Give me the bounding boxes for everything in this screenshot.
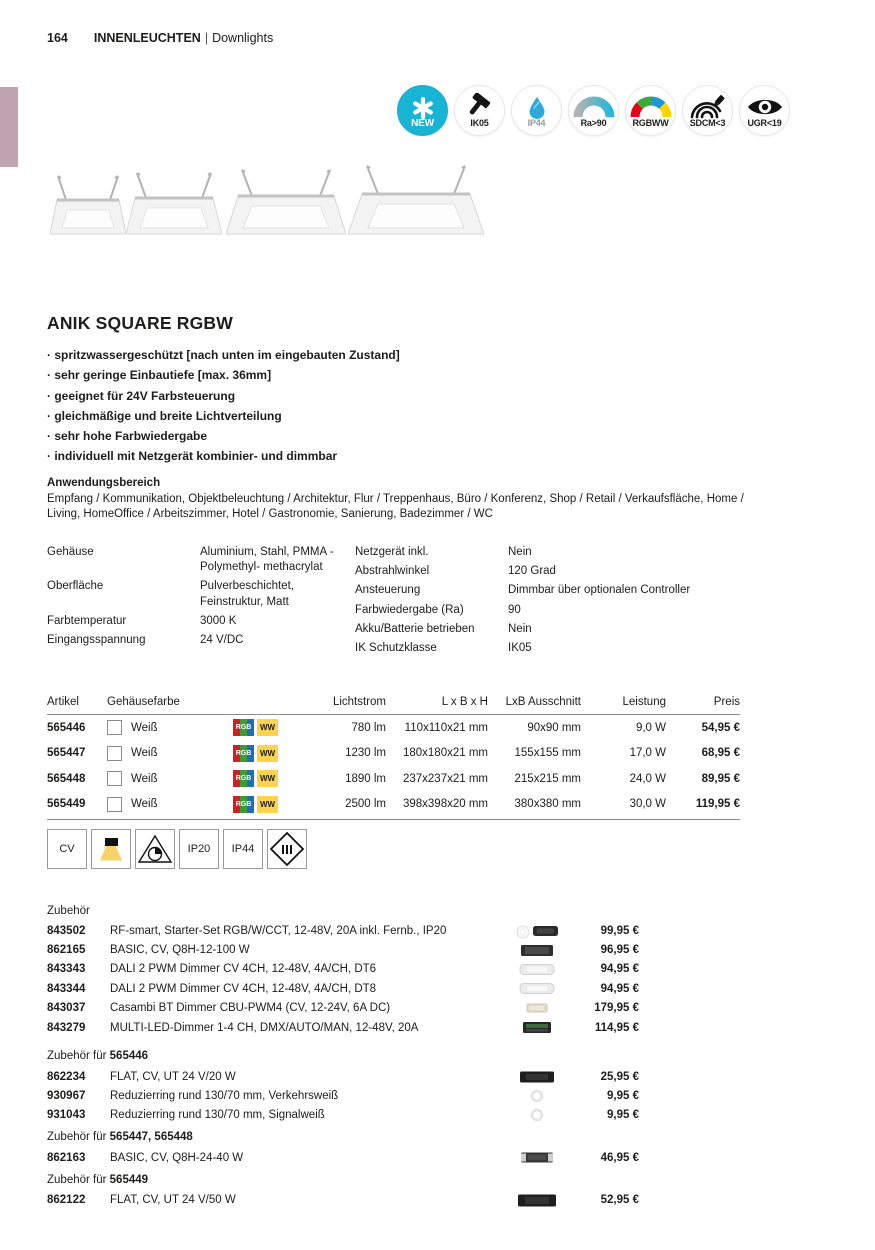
ww-badge: WW [257, 745, 278, 762]
spec-list-right [355, 545, 775, 660]
col-header-farbe: Gehäusefarbe [107, 696, 180, 708]
spec-value: Pulverbeschichtet, Feinstruktur, Matt [200, 580, 294, 608]
product-photo-size3 [226, 164, 346, 238]
accessory-number: 931043 [47, 1109, 86, 1122]
accessory-number: 843343 [47, 963, 86, 976]
spec-value: 3000 K [200, 614, 237, 627]
symbol-label: IP20 [187, 843, 211, 855]
badge-ra90 [568, 85, 619, 136]
product-title: ANIK SQUARE RGBW [47, 313, 233, 333]
accessory-price: 9,95 € [607, 1109, 639, 1122]
ausschnitt-value: 90x90 mm [527, 721, 581, 734]
accessories-section [47, 905, 639, 1037]
thumb-ring-white [507, 1108, 567, 1122]
accessory-row [47, 1106, 639, 1125]
accessory-desc: DALI 2 PWM Dimmer CV 4CH, 12-48V, 4A/CH, DT6 [110, 963, 377, 976]
accessory-number: 862122 [47, 1194, 86, 1207]
color-swatch-weiss [107, 746, 122, 761]
badge-label: IK05 [470, 118, 489, 128]
lichtstrom-value: 1890 lm [345, 772, 386, 785]
accessory-price: 46,95 € [600, 1151, 639, 1164]
accessory-row [47, 1067, 639, 1086]
accessory-row [47, 940, 639, 959]
accessory-price: 94,95 € [600, 982, 639, 995]
lbh-value: 237x237x21 mm [402, 772, 488, 785]
accessory-row [47, 960, 639, 979]
accessory-price: 52,95 € [600, 1194, 639, 1207]
preis-value: 119,95 € [695, 798, 740, 811]
hammer-icon [465, 93, 495, 119]
lbh-value: 398x398x20 mm [402, 798, 488, 811]
table-header-row [47, 696, 740, 715]
droplet-icon [526, 93, 548, 119]
table-row [47, 715, 740, 741]
protection-class-iii-icon [269, 831, 305, 867]
accessory-price: 25,95 € [600, 1070, 639, 1083]
accessory-number: 930967 [47, 1090, 86, 1103]
group-heading [47, 1174, 639, 1191]
feature-item: · individuell mit Netzgerät kombinier- und dimmbar [47, 446, 400, 466]
spec-label: Ansteuerung [355, 584, 421, 597]
accessory-desc: BASIC, CV, Q8H-12-100 W [110, 944, 250, 957]
accessory-desc: FLAT, CV, UT 24 V/20 W [110, 1070, 236, 1083]
artikel-number: 565449 [47, 798, 86, 811]
spec-value: Nein [508, 546, 532, 558]
thumb-ring-white [507, 1089, 567, 1103]
badge-label: NEW [411, 117, 434, 129]
col-header-lbh: L x B x H [441, 696, 488, 708]
spec-label: Netzgerät inkl. [355, 546, 429, 558]
accessory-desc: RF-smart, Starter-Set RGB/W/CCT, 12-48V, 20A inkl. Fernb., IP20 [110, 924, 447, 937]
spec-label: Abstrahlwinkel [355, 565, 430, 578]
group-heading-ref: 565446 [109, 1050, 149, 1062]
leistung-value: 9,0 W [635, 721, 666, 734]
application-text: Empfang / Kommunikation, Objektbeleuchtung / Architektur, Flur / Treppenhaus, Büro / Konferenz, Shop / Retail / Verkaufsfläche, Home / Living, HomeOffice / Arbeitszimmer, Hotel / Gastronomie, Sanierung, Badezimmer / WC [47, 493, 744, 521]
spec-label: Akku/Batterie betrieben [355, 622, 475, 635]
thumb-dimmer-light [507, 981, 567, 996]
spec-list-left [47, 545, 352, 652]
ww-badge: WW [257, 770, 278, 787]
preis-value: 54,95 € [701, 721, 740, 734]
col-header-ausschnitt: LxB Ausschnitt [505, 696, 581, 708]
rgb-badge: RGB [233, 719, 254, 736]
group-heading-prefix: Zubehör für [47, 1173, 110, 1186]
accessory-row [47, 921, 639, 940]
thumb-dimmer-light [507, 962, 567, 977]
thumb-driver-dark [507, 943, 567, 958]
col-header-preis: Preis [713, 696, 740, 708]
dimmer-icon [137, 833, 173, 865]
spec-value: IK05 [508, 642, 532, 655]
preis-value: 68,95 € [701, 747, 740, 760]
page-number: 164 [47, 31, 68, 45]
thumb-flat-driver-large [507, 1192, 567, 1209]
accessory-desc: Casambi BT Dimmer CBU-PWM4 (CV, 12-24V, 6A DC) [110, 1002, 391, 1015]
spec-value: 90 [508, 603, 521, 616]
product-photo-size4 [348, 160, 484, 238]
accessory-price: 9,95 € [607, 1090, 639, 1103]
accessory-number: 843037 [47, 1002, 86, 1015]
group-heading [47, 1050, 639, 1067]
artikel-number: 565446 [47, 721, 86, 734]
spec-label: Gehäuse [47, 546, 94, 558]
page-header [47, 31, 273, 45]
accessory-number: 843344 [47, 982, 86, 995]
table-row [47, 766, 740, 792]
symbol-dimmable [135, 829, 175, 869]
color-swatch-weiss [107, 720, 122, 735]
leistung-value: 17,0 W [629, 747, 666, 760]
accessory-price: 99,95 € [600, 924, 639, 937]
accessory-desc: FLAT, CV, UT 24 V/50 W [110, 1194, 236, 1207]
badge-ugr19 [739, 85, 790, 136]
color-name: Weiß [131, 798, 158, 811]
thumb-multiled-dark [507, 1020, 567, 1035]
thumb-remote-and-controller [507, 923, 567, 939]
thumb-flat-driver [507, 1069, 567, 1085]
header-divider: | [204, 31, 209, 45]
accessory-row [47, 979, 639, 998]
spec-label: IK Schutzklasse [355, 642, 437, 655]
feature-badges [397, 85, 790, 136]
accessory-price: 179,95 € [594, 1002, 639, 1015]
accessories-heading: Zubehör [47, 905, 90, 917]
group-heading [47, 1131, 639, 1148]
group-heading-ref: 565449 [109, 1173, 149, 1186]
accessory-desc: Reduzierring rund 130/70 mm, Verkehrsweiß [110, 1090, 339, 1103]
eye-icon [745, 93, 785, 119]
spec-value: Dimmbar über optionalen Controller [508, 584, 691, 597]
artikel-number: 565448 [47, 772, 86, 785]
accessory-desc: MULTI-LED-Dimmer 1-4 CH, DMX/AUTO/MAN, 12-48V, 20A [110, 1021, 419, 1034]
accessory-number: 862165 [47, 944, 86, 957]
accessory-desc: Reduzierring rund 130/70 mm, Signalweiß [110, 1109, 325, 1122]
spec-label: Farbtemperatur [47, 614, 127, 627]
product-photo-size2 [126, 168, 222, 238]
symbol-label: CV [59, 843, 75, 855]
badge-ik05 [454, 85, 505, 136]
feature-item: · sehr hohe Farbwiedergabe [47, 426, 400, 446]
spec-label: Oberfläche [47, 580, 104, 593]
group-heading-ref: 565447, 565448 [109, 1131, 193, 1144]
spec-value: Aluminium, Stahl, PMMA - Polymethyl- methacrylat [200, 546, 334, 574]
group-heading-prefix: Zubehör für [47, 1131, 110, 1144]
page-edge-tab [0, 87, 18, 167]
leistung-value: 24,0 W [629, 772, 666, 785]
col-header-artikel: Artikel [47, 696, 79, 708]
col-header-lichtstrom: Lichtstrom [332, 696, 386, 708]
lbh-value: 180x180x21 mm [402, 747, 488, 760]
section-title: INNENLEUCHTEN [93, 31, 201, 45]
spec-value: Nein [508, 622, 532, 635]
badge-label: SDCM<3 [689, 118, 726, 128]
accessory-row [47, 1018, 639, 1037]
gauge-rgbw-icon [630, 93, 672, 119]
downlight-beam-icon [100, 838, 122, 861]
symbol-row [47, 829, 307, 869]
color-swatch-weiss [107, 797, 122, 812]
symbol-downlight [91, 829, 131, 869]
accessory-group-565447-565448 [47, 1131, 639, 1167]
accessory-desc: BASIC, CV, Q8H-24-40 W [110, 1151, 244, 1164]
leistung-value: 30,0 W [629, 798, 666, 811]
ww-badge: WW [257, 796, 278, 813]
symbol-ip44 [223, 829, 263, 869]
application-section [47, 477, 777, 522]
spec-label: Farbwiedergabe (Ra) [355, 603, 464, 616]
feature-item: · sehr geringe Einbautiefe [max. 36mm] [47, 365, 400, 385]
rgb-badge: RGB [233, 745, 254, 762]
accessory-group-565446 [47, 1050, 639, 1125]
accessory-row [47, 999, 639, 1018]
rgb-badge: RGB [233, 796, 254, 813]
spec-label: Eingangsspannung [47, 634, 146, 647]
lichtstrom-value: 1230 lm [345, 747, 386, 760]
badge-label: Ra>90 [580, 118, 607, 128]
symbol-label: IP44 [231, 843, 255, 855]
table-bottom-rule [47, 819, 740, 820]
accessory-price: 114,95 € [594, 1021, 639, 1034]
lichtstrom-value: 2500 lm [345, 798, 386, 811]
accessory-price: 96,95 € [600, 944, 639, 957]
article-table [47, 696, 740, 820]
symbol-ip20 [179, 829, 219, 869]
feature-item: · geeignet für 24V Farbsteuerung [47, 386, 400, 406]
badge-sdcm3 [682, 85, 733, 136]
accessory-desc: DALI 2 PWM Dimmer CV 4CH, 12-48V, 4A/CH, DT8 [110, 982, 377, 995]
preis-value: 89,95 € [701, 772, 740, 785]
table-row [47, 741, 740, 767]
badge-ip44 [511, 85, 562, 136]
artikel-number: 565447 [47, 747, 86, 760]
ausschnitt-value: 155x155 mm [514, 747, 581, 760]
spec-value: 24 V/DC [200, 634, 244, 647]
accessory-number: 843279 [47, 1021, 86, 1034]
badge-label: IP44 [527, 118, 546, 128]
badge-new [397, 85, 448, 136]
accessory-row [47, 1086, 639, 1105]
table-row [47, 792, 740, 818]
color-swatch-weiss [107, 771, 122, 786]
application-heading: Anwendungsbereich [47, 477, 161, 489]
asterisk-icon [411, 93, 435, 119]
lichtstrom-value: 780 lm [351, 721, 386, 734]
color-name: Weiß [131, 747, 158, 760]
spec-value: 120 Grad [508, 565, 556, 578]
arcs-pen-icon [688, 93, 728, 119]
accessory-number: 862163 [47, 1151, 86, 1164]
thumb-basic-driver [507, 1150, 567, 1165]
accessory-number: 843502 [47, 924, 86, 937]
ausschnitt-value: 380x380 mm [514, 798, 581, 811]
symbol-cv [47, 829, 87, 869]
subsection-title: Downlights [212, 31, 274, 45]
product-photo-size1 [50, 170, 126, 238]
accessory-row [47, 1191, 639, 1210]
feature-item: · gleichmäßige und breite Lichtverteilung [47, 406, 400, 426]
badge-label: RGBWW [632, 118, 669, 128]
col-header-leistung: Leistung [622, 696, 666, 708]
accessory-price: 94,95 € [600, 963, 639, 976]
color-name: Weiß [131, 772, 158, 785]
thumb-casambi-beige [507, 1001, 567, 1015]
badge-rgbww [625, 85, 676, 136]
ww-badge: WW [257, 719, 278, 736]
badge-label: UGR<19 [747, 118, 782, 128]
accessory-number: 862234 [47, 1070, 86, 1083]
accessory-row [47, 1148, 639, 1167]
accessory-groups [47, 1050, 639, 1216]
color-name: Weiß [131, 721, 158, 734]
ausschnitt-value: 215x215 mm [514, 772, 581, 785]
lbh-value: 110x110x21 mm [404, 721, 488, 734]
group-heading-prefix: Zubehör für [47, 1050, 110, 1062]
feature-item: · spritzwassergeschützt [nach unten im eingebauten Zustand] [47, 345, 400, 365]
accessory-group-565449 [47, 1174, 639, 1210]
symbol-class-iii [267, 829, 307, 869]
rgb-badge: RGB [233, 770, 254, 787]
gauge-gradient-icon [573, 93, 615, 119]
feature-list [47, 345, 400, 467]
